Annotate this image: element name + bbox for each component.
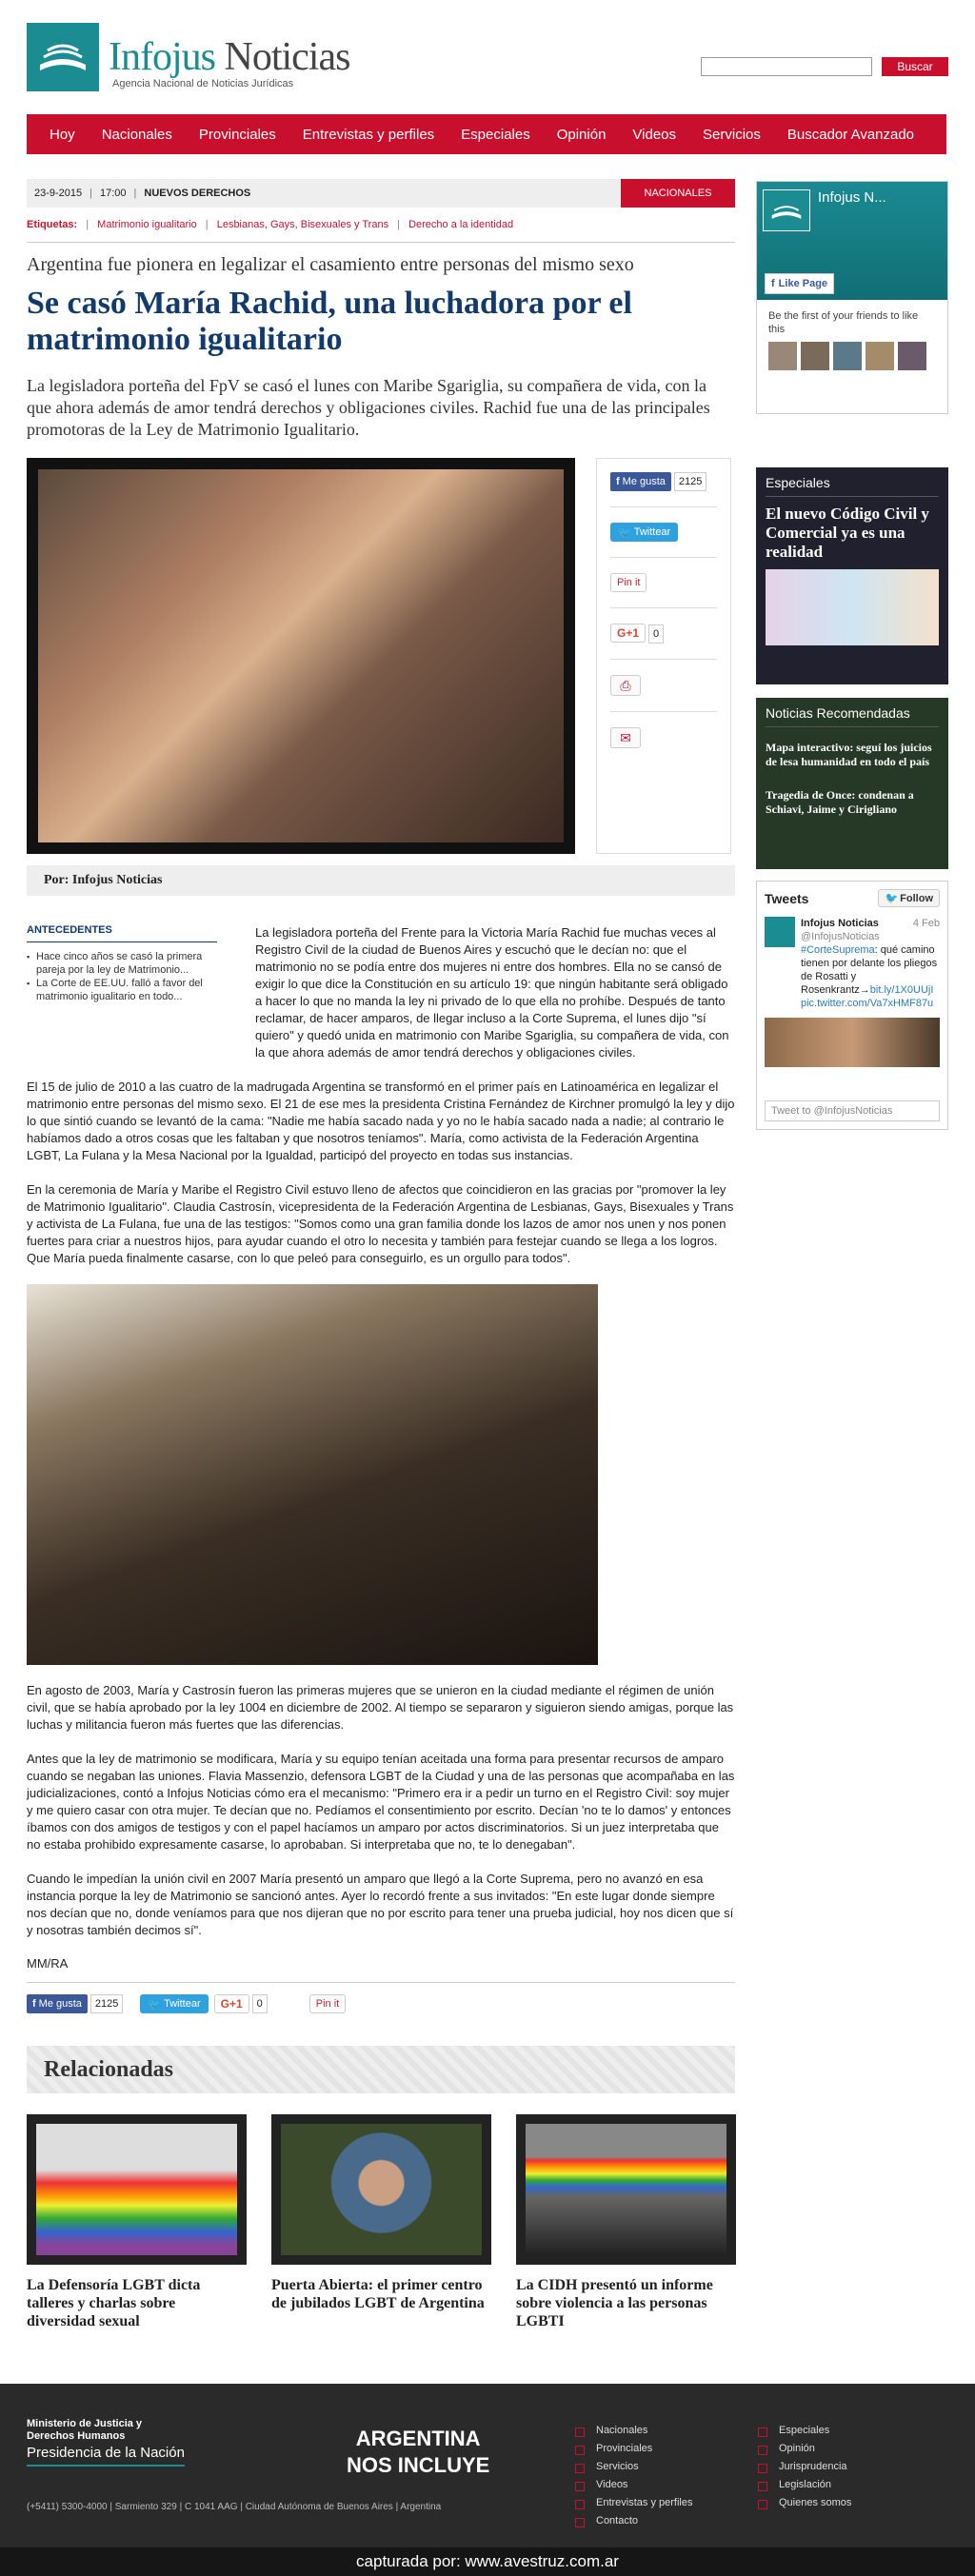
- article-column: [27, 179, 735, 2330]
- footer-link[interactable]: Provinciales: [575, 2440, 692, 2458]
- share-column: [596, 458, 731, 854]
- twitter-share-button[interactable]: [610, 523, 678, 542]
- site-header: [27, 23, 960, 99]
- fb-like-count: 2125: [674, 472, 706, 491]
- related-heading: Relacionadas: [27, 2046, 735, 2093]
- antecedentes-title: ANTECEDENTES: [27, 924, 217, 942]
- paragraph: La legisladora porteña del Frente para la Victoria María Rachid fue muchas veces al Registro Civil de la ciudad de Buenos Aires y escuchó que le decían no: que el matrimonio no se podía entre dos mujeres ni entre dos hombres. Ella no se cansó de exigir lo que dice la Constitución en su artículo 19: que ningún habitante será obligado a hacer lo que no manda la ley ni privado de lo que ella no prohíbe. Después de tanto reclamar, de hacer amparos, de llegar incluso a la Corte Suprema, el lunes dijo "sí quiero" y quedó unida en matrimonio con Maribe Sgariglia, su compañera de vida, con la que ahora además de amor tendrá derechos y obligaciones civiles.: [255, 925, 729, 1060]
- follow-label: Follow: [900, 893, 933, 904]
- brand-name[interactable]: [109, 34, 349, 80]
- tag-matrimonio-igualitario[interactable]: Matrimonio igualitario: [97, 219, 197, 230]
- footer-links-col2: [758, 2422, 851, 2512]
- related-list: [27, 2114, 735, 2330]
- nav-especiales[interactable]: Especiales: [461, 126, 530, 143]
- argentina-text: ARGENTINA: [355, 2427, 481, 2450]
- envelope-icon: ✉: [620, 729, 631, 745]
- avatar[interactable]: [898, 342, 926, 370]
- tweet-image[interactable]: [765, 1018, 940, 1067]
- twitter-widget: [756, 881, 948, 1130]
- tag-lgbt[interactable]: Lesbianas, Gays, Bisexuales y Trans: [216, 219, 389, 230]
- article-time: 17:00: [100, 188, 127, 199]
- article-lede: La legisladora porteña del FpV se casó el lunes con Maribe Sgariglia, su compañera de vida, con la que ahora además de amor tendrá derechos y obligaciones civiles. Rachid fue una de las principales promotoras de la Ley de Matrimonio Igualitario.: [27, 376, 710, 439]
- facebook-page-widget: [756, 181, 948, 414]
- nos-incluye-text: NOS INCLUYE: [347, 2453, 490, 2477]
- search-button[interactable]: Buscar: [882, 57, 948, 76]
- follow-button[interactable]: [878, 889, 940, 907]
- gplus-count: 0: [252, 1994, 268, 2013]
- avatar[interactable]: [866, 342, 894, 370]
- tweet-text: : qué camino tienen por delante los pliegos de Rosatti y Rosenkrantz: [801, 944, 938, 996]
- facebook-like-button[interactable]: [610, 472, 671, 491]
- avatar[interactable]: [833, 342, 862, 370]
- infojus-logo[interactable]: [27, 23, 99, 91]
- especiales-headline[interactable]: El nuevo Código Civil y Comercial ya es una realidad: [766, 505, 929, 561]
- article-section[interactable]: NUEVOS DERECHOS: [144, 188, 251, 199]
- google-plus-button[interactable]: G+1: [214, 1994, 249, 2013]
- tweet-link[interactable]: bit.ly/1X0UUjI: [869, 984, 934, 996]
- footer-link[interactable]: Entrevistas y perfiles: [575, 2494, 692, 2512]
- article-headline: Se casó María Rachid, una luchadora por el matrimonio igualitario: [27, 286, 632, 357]
- nav-opinion[interactable]: Opinión: [556, 126, 607, 143]
- related-image[interactable]: [516, 2114, 736, 2265]
- pinterest-button[interactable]: Pin it: [610, 573, 647, 592]
- sidebar: [756, 181, 948, 1130]
- paragraph: El 15 de julio de 2010 a las cuatro de la madrugada Argentina se transformó en el primer país en Latinoamérica en legalizar el matrimonio entre personas del mismo sexo. El 21 de ese mes la presidenta Cristina Fernández de Kirchner promulgó la ley y dijo lo que sintió cuando se levantó de la cama: "Nadie me había sacado nada y yo no le había sacado nada a nadie; al contrario le habíamos dado a otros cosas que les faltaban y que nosotros teníamos". María, como activista de la Federación Argentina LGBT, La Fulana y la Mesa Nacional por la Igualdad, participó del proyecto en todas sus instancias.: [27, 1080, 735, 1162]
- facebook-like-button[interactable]: [27, 1994, 88, 2013]
- twitter-label: Twittear: [164, 1998, 201, 2010]
- paragraph: En la ceremonia de María y Maribe el Registro Civil estuvo lleno de afectos que coincidieron en las gracias por "promover la ley de Matrimonio Igualitario". Claudia Castrosín, vicepresidenta de la Federación Argentina de Lesbianas, Gays, Bisexuales y Trans y activista de La Fulana, fue una de las testigos: "Somos como una gran familia donde los lazos de amor nos unen y nos ponen fuertes para criar a nuestros hijos, para ayudar cuando el otro lo necesita y también para festejar cuando se llega a los logros. Que María pueda finalmente casarse, con lo que peleó para conseguirlo, es un orgullo para todos".: [27, 1182, 734, 1265]
- capture-watermark: capturada por: www.avestruz.com.ar: [0, 2547, 975, 2576]
- google-plus-button[interactable]: G+1: [610, 624, 646, 643]
- avatar[interactable]: [765, 917, 795, 947]
- footer-link[interactable]: Nacionales: [575, 2422, 692, 2440]
- main-nav: [27, 114, 946, 154]
- email-button[interactable]: [610, 727, 641, 748]
- argentina-nos-incluye-logo[interactable]: [347, 2426, 489, 2479]
- related-item[interactable]: [516, 2114, 736, 2330]
- pinterest-button[interactable]: Pin it: [309, 1994, 346, 2013]
- related-item[interactable]: [271, 2114, 491, 2330]
- tweets-title: Tweets: [765, 890, 809, 906]
- fb-like-count: 2125: [90, 1994, 123, 2013]
- fb-page-name[interactable]: Infojus N...: [818, 189, 886, 206]
- photo-and-share: [27, 458, 735, 854]
- fb-page-avatar[interactable]: [763, 189, 810, 231]
- footer-ministerio[interactable]: Ministerio de Justicia y Derechos Humanos: [27, 2418, 143, 2442]
- nav-nacionales[interactable]: Nacionales: [101, 126, 172, 143]
- fb-like-label: Me gusta: [38, 1998, 82, 2010]
- twitter-share-button[interactable]: [140, 1994, 208, 2013]
- footer-address: (+5411) 5300-4000 | Sarmiento 329 | C 1041 AAG | Ciudad Autónoma de Buenos Aires | Argentina: [27, 2502, 442, 2512]
- avatar[interactable]: [768, 342, 797, 370]
- fb-like-label: Me gusta: [622, 476, 666, 487]
- antecedente-link[interactable]: ▪ Hace cinco años se casó la primera pareja por la ley de Matrimonio...: [27, 950, 217, 977]
- tweet-author[interactable]: Infojus Noticias: [801, 918, 879, 929]
- tweet-pic-link[interactable]: pic.twitter.com/Va7xHMF87u: [801, 998, 934, 1009]
- paragraph: Antes que la ley de matrimonio se modificara, María y su equipo tenían aceitada una forma para presentar recursos de amparo cuando se negaban las uniones. Flavia Massenzio, defensora LGBT de la Ciudad y una de las personas que acompañaba en las judicializaciones, contó a Infojus Noticias cómo era el mecanismo: "Primero era ir a pedir un turno en el Registro Civil: soy mujer y me quiero casar con otra mujer. Te decían que no. Pedíamos el consentimiento por escrito. Decían 'no te lo damos' y entonces íbamos con dos amigos de testigos y con el papel hacíamos un amparo por actos discriminatorios. Si un juez interpretaba que no estaba prohibido expresamente casarse, lo aprobaban. Si interpretaba que no, te lo denegaban".: [27, 1752, 735, 1852]
- gplus-count: 0: [648, 624, 664, 644]
- recomendada-link[interactable]: Tragedia de Once: condenan a Schiavi, Jaime y Cirigliano: [766, 788, 914, 816]
- fb-faces: [757, 340, 947, 372]
- article-body: [27, 924, 735, 2330]
- divider: [27, 242, 735, 243]
- ceremony-photo[interactable]: [27, 1284, 598, 1665]
- tweet-to-input[interactable]: Tweet to @InfojusNoticias: [765, 1100, 940, 1121]
- book-icon: [36, 36, 90, 78]
- article-meta-bar: 23-9-2015 | 17:00 | NUEVOS DERECHOS NACIONALES: [27, 179, 735, 208]
- related-title[interactable]: Puerta Abierta: el primer centro de jubilados LGBT de Argentina: [271, 2277, 485, 2311]
- antecedentes-box: [27, 924, 217, 1003]
- article-kicker: Argentina fue pionera en legalizar el casamiento entre personas del mismo sexo: [27, 254, 634, 275]
- paragraph: Cuando le impedían la unión civil en 2007 María presentó un amparo que llegó a la Corte Suprema, pero no avanzó en esa instancia porque la ley de Matrimonio se sancionó antes. Ayer lo recordó frente a sus invitados: "En este lugar donde siempre nos decían que no, donde veníamos para que nos dijeran que no por escrito para tener una prueba judicial, hoy nos dicen que sí y nosotras también decimos sí".: [27, 1872, 734, 1937]
- footer-link[interactable]: Legislación: [758, 2476, 851, 2494]
- site-footer: [0, 2384, 975, 2576]
- especiales-title: Especiales: [766, 475, 939, 497]
- twitter-icon: 🐦: [618, 526, 631, 539]
- related-image[interactable]: [271, 2114, 491, 2265]
- avatar[interactable]: [801, 342, 829, 370]
- article-byline: Por: Infojus Noticias: [27, 865, 735, 896]
- related-image[interactable]: [27, 2114, 247, 2265]
- related-title[interactable]: La Defensoría LGBT dicta talleres y charlas sobre diversidad sexual: [27, 2277, 201, 2329]
- footer-link[interactable]: Servicios: [575, 2458, 692, 2476]
- tags-label: Etiquetas:: [27, 219, 78, 230]
- footer-link[interactable]: Jurisprudencia: [758, 2458, 851, 2476]
- tweet-date[interactable]: 4 Feb: [912, 918, 940, 929]
- nav-buscador-avanzado[interactable]: Buscador Avanzado: [786, 126, 915, 143]
- book-icon: [769, 197, 804, 224]
- especiales-image[interactable]: [766, 569, 939, 645]
- brand-tagline: Agencia Nacional de Noticias Jurídicas: [112, 78, 294, 89]
- related-title[interactable]: La CIDH presentó un informe sobre violencia a las personas LGBTI: [516, 2277, 713, 2329]
- print-button[interactable]: [610, 675, 641, 696]
- twitter-label: Twittear: [633, 526, 671, 538]
- antecedente-link[interactable]: ▪ La Corte de EE.UU. falló a favor del matrimonio igualitario en todo...: [27, 977, 217, 1003]
- footer-link[interactable]: Especiales: [758, 2422, 851, 2440]
- article-tags: Etiquetas: | Matrimonio igualitario | Lesbianas, Gays, Bisexuales y Trans | Derecho a la identidad: [27, 219, 514, 230]
- bottom-share-bar: [27, 1982, 735, 2013]
- search-input[interactable]: [701, 57, 872, 76]
- nav-hoy[interactable]: Hoy: [50, 126, 75, 143]
- facebook-icon: f: [771, 278, 775, 289]
- brand-infojus: Infojus: [109, 35, 215, 79]
- recomendadas-title: Noticias Recomendadas: [766, 705, 939, 727]
- footer-link[interactable]: Contacto: [575, 2512, 692, 2530]
- nav-provinciales[interactable]: Provinciales: [198, 126, 276, 143]
- article-date: 23-9-2015: [34, 188, 83, 199]
- especiales-box: [756, 467, 948, 684]
- footer-link[interactable]: Opinión: [758, 2440, 851, 2458]
- nav-servicios[interactable]: Servicios: [703, 126, 761, 143]
- paragraph: En agosto de 2003, María y Castrosín fueron las primeras mujeres que se unieron en la ciudad mediante el régimen de unión civil, que se había aprobado por la ley 1004 en diciembre de 2002. Al tiempo se separaron y siguieron siendo amigas, porque las luchas y militancia fueron más fuertes que las diferencias.: [27, 1683, 734, 1732]
- recomendadas-box: [756, 698, 948, 869]
- footer-link[interactable]: Videos: [575, 2476, 692, 2494]
- related-item[interactable]: [27, 2114, 247, 2330]
- tweet-handle[interactable]: @InfojusNoticias: [801, 931, 880, 942]
- nav-entrevistas[interactable]: Entrevistas y perfiles: [302, 126, 435, 143]
- twitter-icon: 🐦: [148, 1998, 162, 2011]
- article-signature: MM/RA: [27, 1956, 69, 1971]
- brand-noticias: Noticias: [224, 35, 350, 79]
- twitter-icon: 🐦: [885, 893, 899, 904]
- recomendada-link[interactable]: Mapa interactivo: seguí los juicios de lesa humanidad en todo el país: [766, 741, 932, 768]
- tweet-hashtag[interactable]: #CorteSuprema: [801, 944, 875, 956]
- facebook-icon: f: [32, 1998, 36, 2010]
- tweet[interactable]: Infojus Noticias 4 Feb @InfojusNoticias #CorteSuprema: qué camino tienen por delante los pliegos de Rosatti y Rosenkrantz→bit.ly/1X0UUjI pic.twitter.com/Va7xHMF87u: [765, 917, 940, 1010]
- print-icon: ⎙: [620, 677, 631, 693]
- footer-presidencia[interactable]: Presidencia de la Nación: [27, 2445, 185, 2467]
- tag-derecho-identidad[interactable]: Derecho a la identidad: [408, 219, 514, 230]
- footer-links-col1: [575, 2422, 692, 2530]
- main-photo[interactable]: [27, 458, 575, 854]
- facebook-icon: f: [616, 476, 620, 487]
- category-badge[interactable]: NACIONALES: [621, 179, 735, 208]
- fb-friends-text: Be the first of your friends to like this: [768, 310, 919, 335]
- footer-link[interactable]: Quienes somos: [758, 2494, 851, 2512]
- fb-like-page-button[interactable]: [765, 273, 834, 294]
- fb-like-page-label: Like Page: [778, 278, 828, 289]
- nav-videos[interactable]: Videos: [632, 126, 677, 143]
